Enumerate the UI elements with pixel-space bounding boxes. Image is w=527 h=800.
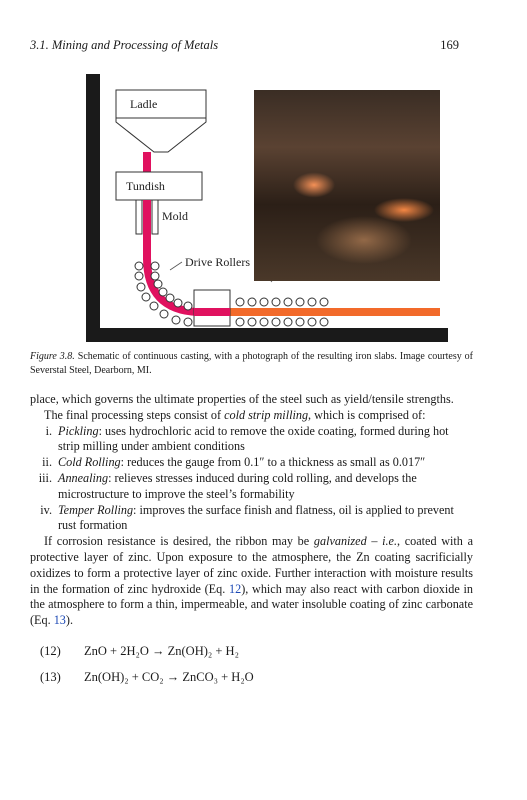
list-item: i. Pickling: uses hydrochloric acid to remove the oxide coating, formed during hot — [45, 423, 449, 438]
figure-continuous-casting — [86, 70, 476, 342]
mold-right — [152, 200, 158, 234]
paragraph-1: place, which governs the ultimate properties of the steel such as yield/tensile strengths. — [30, 392, 454, 406]
pointer-line-left — [170, 262, 182, 270]
strand-flat — [208, 308, 440, 316]
figure-caption — [30, 350, 473, 377]
equation-text: ZnO + 2H₂O → Zn(OH)₂ + H₂ — [84, 643, 239, 658]
list-item: ii. Cold Rolling: reduces the gauge from 0.1″ to a thickness as small as 0.017″ — [42, 455, 426, 470]
label-mold: Mold — [162, 209, 189, 223]
list-item: iv. Temper Rolling: improves the surface finish and flatness, oil is applied to prevent — [40, 502, 454, 517]
running-title: 3.1. Mining and Processing of Metals — [30, 38, 219, 52]
processing-steps-list — [30, 424, 473, 535]
strand-in-box — [194, 308, 230, 316]
paragraph-3: If corrosion resistance is desired, the ribbon may be galvanized – i.e., coated with a protective layer of zinc. Upon exposure to the atmosphere, the Zn coating sacrificially oxidizes to form a protective layer of zinc oxide. Further interaction with moisture results in the formation of zinc hydroxide (Eq. 12), which may also react with carbon dioxide in the atmosphere to form a thin, impermeable, and water insoluble coating of zinc carbonate (Eq. 13). — [30, 534, 473, 628]
equation-13 — [40, 664, 254, 690]
ladle-funnel — [116, 118, 206, 152]
equation-text: Zn(OH)₂ + CO₂ → ZnCO₃ + H₂O — [84, 669, 254, 684]
equation-number: (12) — [40, 643, 61, 658]
page-number: 169 — [440, 38, 459, 52]
frame-left — [86, 74, 100, 342]
equation-number: (13) — [40, 669, 61, 684]
frame-bottom — [86, 328, 448, 342]
label-tundish: Tundish — [126, 179, 165, 193]
equation-12 — [40, 638, 254, 664]
page-header — [30, 38, 459, 53]
eq-ref-12[interactable]: 12 — [229, 581, 242, 596]
list-item-continuation: rust formation — [58, 518, 128, 533]
mold-left — [136, 200, 142, 234]
eq-ref-13[interactable]: 13 — [53, 613, 66, 628]
body-text — [30, 392, 473, 629]
caption-text: Schematic of continuous casting, with a photograph of the resulting iron slabs. Image courtesy of Severstal Steel, Dearborn, MI. — [30, 351, 473, 376]
list-item: iii. Annealing: relieves stresses induced during cold rolling, and develops the — [38, 470, 417, 485]
curve-rollers — [135, 262, 192, 326]
stream-1 — [143, 152, 151, 172]
iron-slabs-photo — [254, 90, 440, 281]
equations — [40, 638, 254, 690]
label-drive-rollers: Drive Rollers — [185, 255, 250, 269]
list-item-continuation: microstructure to improve the steel’s formability — [58, 486, 295, 501]
label-ladle: Ladle — [130, 97, 158, 111]
list-item-continuation: strip milling under ambient conditions — [58, 439, 245, 454]
caption-label: Figure 3.8. — [30, 351, 75, 362]
stream-2 — [143, 200, 151, 260]
paragraph-2: The final processing steps consist of cold strip milling, which is comprised of: — [44, 407, 426, 422]
